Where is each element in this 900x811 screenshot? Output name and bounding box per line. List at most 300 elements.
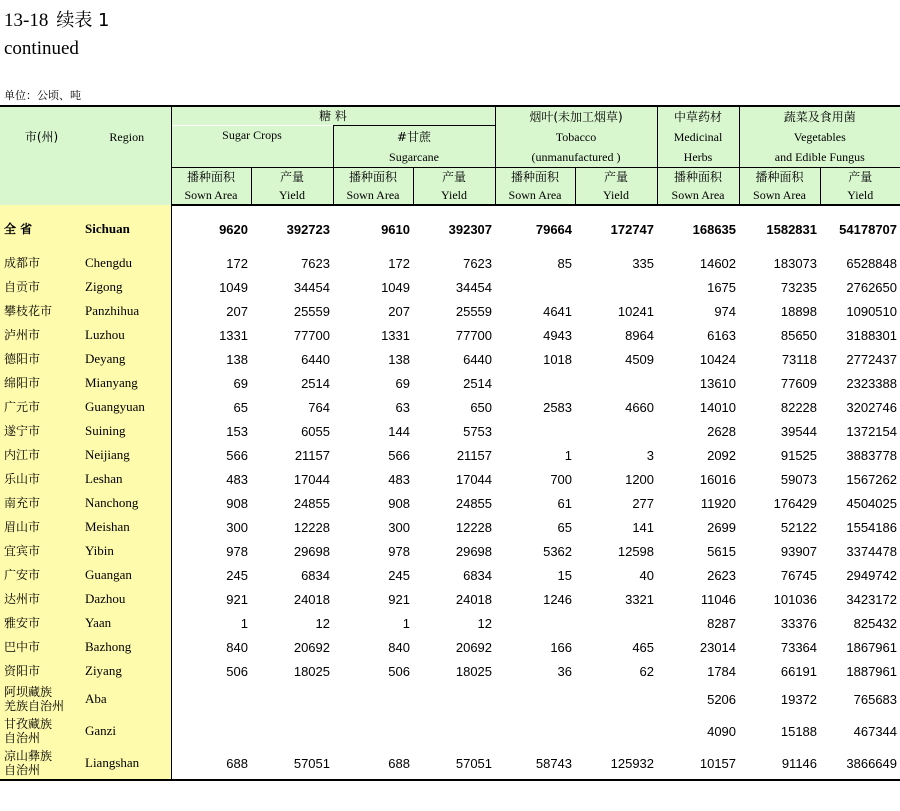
value-cell: 4504025 [846,495,898,511]
value-cell: 566 [388,447,410,463]
table-row [0,299,900,323]
header-veg-group [739,106,900,168]
value-cell [575,611,657,635]
header-cane-sown-cn: 播种面积 [348,170,397,184]
value-cell: 76745 [780,567,818,583]
value-cell: 69 [233,375,248,391]
header-sugar-yield-en: Yield [279,188,305,202]
value-cell [575,275,657,299]
value-cell: 2323388 [846,375,898,391]
value-cell: 6055 [301,423,330,439]
region-name-en: Mianyang [83,371,171,395]
value-cell: 65 [557,519,573,535]
region-name-cn: 攀枝花市 [0,299,83,323]
header-tobacco-cn: 烟叶(未加工烟草) [529,110,623,124]
value-cell: 974 [714,303,737,319]
value-cell: 10241 [617,303,655,319]
value-cell: 69 [395,375,410,391]
header-herbs-en: Medicinal [673,130,723,144]
value-cell: 12228 [293,519,330,535]
value-cell: 9620 [219,221,248,237]
table-row [0,659,900,683]
value-cell: 172747 [610,221,655,237]
value-cell: 2623 [707,567,737,583]
value-cell: 14010 [699,399,737,415]
value-cell: 82228 [780,399,818,415]
value-cell: 183073 [773,255,818,271]
value-cell: 13610 [699,375,737,391]
value-cell [575,371,657,395]
value-cell: 465 [632,639,655,655]
header-cane-cn: #甘蔗 [333,126,495,148]
region-name-cn [0,683,83,715]
value-cell: 12 [315,615,330,631]
value-cell: 1 [564,447,573,463]
value-cell [495,419,575,443]
header-veg-sown-cn: 播种面积 [755,170,804,184]
region-name-cn: 成都市 [0,251,83,275]
region-name-en: Sichuan [83,217,171,251]
value-cell: 63 [395,399,410,415]
table-row [0,587,900,611]
table-row [0,715,900,747]
value-cell: 5206 [707,691,737,707]
value-cell: 764 [308,399,330,415]
value-cell: 2772437 [846,351,898,367]
region-name-en: Liangshan [83,747,171,780]
value-cell: 125932 [575,747,657,780]
value-cell [495,371,575,395]
table-row [0,747,900,780]
value-cell: 2949742 [846,567,898,583]
value-cell: 34454 [455,279,493,295]
table-header [0,106,900,205]
value-cell: 93907 [780,543,818,559]
value-cell: 73364 [780,639,818,655]
value-cell: 18025 [293,663,330,679]
region-name-cn: 全 省 [0,217,83,251]
value-cell: 4660 [625,399,655,415]
value-cell: 10424 [699,351,737,367]
value-cell: 17044 [455,471,493,487]
value-cell: 21157 [294,447,330,463]
value-cell: 61 [557,495,573,511]
value-cell: 1867961 [846,639,898,655]
value-cell: 25559 [293,303,330,319]
value-cell: 2762650 [846,279,898,295]
value-cell: 8287 [707,615,737,631]
region-name-cn-line1: 凉山彝族 [4,749,53,763]
value-cell: 34454 [293,279,330,295]
value-cell: 144 [388,423,410,439]
value-cell: 16016 [699,471,737,487]
header-herbs-en2: Herbs [683,150,713,164]
value-cell: 73118 [781,351,818,367]
value-cell: 20692 [293,639,330,655]
header-veg-sown-en: Sown Area [753,188,807,202]
value-cell: 24018 [293,591,330,607]
value-cell: 54178707 [839,221,898,237]
value-cell: 1049 [219,279,248,295]
value-cell: 5753 [463,423,493,439]
region-name-en: Deyang [83,347,171,371]
value-cell: 23014 [699,639,737,655]
value-cell: 33376 [780,615,818,631]
region-name-cn-line1: 阿坝藏族 [4,685,53,699]
value-cell: 1331 [219,327,248,343]
table-row [0,515,900,539]
value-cell: 1372154 [846,423,898,439]
value-cell: 840 [226,639,248,655]
value-cell: 166 [550,639,573,655]
region-name-cn: 资阳市 [0,659,83,683]
value-cell: 4090 [707,723,737,739]
value-cell [251,715,333,747]
value-cell: 77609 [780,375,818,391]
value-cell: 6834 [463,567,493,583]
header-tobacco-en2: (unmanufactured ) [531,150,621,164]
value-cell: 1887961 [846,663,898,679]
value-cell: 1246 [543,591,573,607]
value-cell: 2092 [707,447,737,463]
header-herbs-group [657,106,739,168]
value-cell: 7623 [301,255,330,271]
value-cell: 765683 [853,691,898,707]
table-row [0,275,900,299]
header-herbs-sown-cn: 播种面积 [674,170,723,184]
region-name-cn: 自贡市 [0,275,83,299]
region-name-cn-line2: 羌族自治州 [4,699,65,713]
value-cell: 1784 [707,663,737,679]
table-row [0,611,900,635]
value-cell: 11920 [700,495,737,511]
value-cell: 15 [557,567,573,583]
value-cell: 300 [388,519,410,535]
region-name-en: Nanchong [83,491,171,515]
region-name-cn-line2: 自治州 [4,731,41,745]
region-name-en: Panzhihua [83,299,171,323]
table-row [0,347,900,371]
region-name-cn: 雅安市 [0,611,83,635]
table-row [0,539,900,563]
value-cell: 57051 [251,747,333,780]
value-cell: 483 [226,471,248,487]
value-cell: 3883778 [846,447,898,463]
value-cell: 91146 [739,747,820,780]
value-cell: 18898 [780,303,818,319]
region-name-en: Zigong [83,275,171,299]
value-cell [413,715,495,747]
region-name-en: Yibin [83,539,171,563]
value-cell: 840 [388,639,410,655]
unit-label: 单位：公顷、吨 [4,89,81,102]
header-veg-en: Vegetables [793,130,846,144]
value-cell: 12598 [617,543,655,559]
header-veg-en2: and Edible Fungus [774,150,865,164]
table-row [0,563,900,587]
value-cell: 101036 [773,591,818,607]
value-cell: 1 [402,615,410,631]
value-cell: 3188301 [846,327,898,343]
value-cell: 14602 [699,255,737,271]
value-cell: 207 [388,303,410,319]
value-cell: 1567262 [846,471,898,487]
value-cell: 6440 [463,351,493,367]
value-cell [171,715,251,747]
header-sugar-en: Sugar Crops [171,126,333,168]
value-cell: 1554186 [846,519,898,535]
value-cell: 921 [388,591,410,607]
value-cell: 2514 [301,375,330,391]
value-cell: 1090510 [846,303,898,319]
value-cell: 85 [557,255,573,271]
value-cell: 138 [226,351,248,367]
region-name-cn: 遂宁市 [0,419,83,443]
value-cell: 908 [388,495,410,511]
value-cell: 978 [226,543,248,559]
region-name-cn: 达州市 [0,587,83,611]
value-cell: 4943 [543,327,573,343]
value-cell: 17044 [293,471,330,487]
value-cell: 908 [226,495,248,511]
value-cell: 39544 [780,423,818,439]
header-tobacco-en: Tobacco [555,130,597,144]
value-cell: 467344 [853,723,898,739]
value-cell: 2628 [707,423,737,439]
header-veg-yield-en: Yield [847,188,874,202]
value-cell: 141 [632,519,655,535]
table-row [0,395,900,419]
page-title [4,6,110,32]
value-cell: 2583 [543,399,573,415]
value-cell: 921 [226,591,248,607]
table-row [0,683,900,715]
value-cell: 3 [646,447,655,463]
title-number: 13-18 [4,10,49,31]
value-cell: 79664 [535,221,573,237]
header-sugar-sown-en: Sown Area [184,188,238,202]
region-name-en: Suining [83,419,171,443]
value-cell: 40 [639,567,655,583]
value-cell: 1049 [381,279,410,295]
value-cell: 700 [550,471,573,487]
region-name-en: Neijiang [83,443,171,467]
value-cell: 7623 [463,255,493,271]
table-row [0,419,900,443]
region-name-cn: 德阳市 [0,347,83,371]
value-cell: 300 [226,519,248,535]
value-cell: 85650 [780,327,818,343]
region-name-en: Ziyang [83,659,171,683]
value-cell: 6440 [301,351,330,367]
value-cell: 506 [226,663,248,679]
region-name-cn: 眉山市 [0,515,83,539]
value-cell: 6528848 [846,255,898,271]
value-cell: 825432 [853,615,898,631]
header-sugar-yield-cn: 产量 [279,170,304,184]
value-cell: 1582831 [766,221,818,237]
region-name-en: Ganzi [83,715,171,747]
region-name-en: Luzhou [83,323,171,347]
table-body [0,205,900,780]
value-cell: 24855 [293,495,330,511]
header-sugar-cn: 糖 料 [319,109,347,123]
value-cell [495,275,575,299]
header-veg-cn: 蔬菜及食用菌 [783,110,856,124]
value-cell: 3423172 [846,591,898,607]
value-cell: 59073 [780,471,818,487]
region-name-en: Bazhong [83,635,171,659]
value-cell: 24018 [455,591,493,607]
region-name-en: Aba [83,683,171,715]
value-cell [495,715,575,747]
title-chinese: 续表 1 [56,10,110,31]
value-cell: 138 [388,351,410,367]
value-cell: 392307 [448,221,493,237]
header-veg-yield-cn: 产量 [848,170,873,184]
value-cell: 176429 [773,495,818,511]
value-cell: 335 [632,255,655,271]
value-cell: 29698 [455,543,493,559]
table-row [0,323,900,347]
value-cell: 18025 [455,663,493,679]
value-cell: 245 [226,567,248,583]
region-name-cn: 绵阳市 [0,371,83,395]
region-name-cn: 泸州市 [0,323,83,347]
value-cell: 20692 [455,639,493,655]
value-cell [575,715,657,747]
value-cell: 483 [388,471,410,487]
value-cell: 9610 [381,221,410,237]
header-sugar-group [171,106,495,126]
value-cell: 21157 [456,447,493,463]
header-region-cn: 市(州) [0,106,83,168]
value-cell: 3321 [625,591,655,607]
header-herbs-cn: 中草药材 [674,110,723,124]
header-tobacco-yield-en: Yield [603,188,630,202]
value-cell: 392723 [286,221,330,237]
value-cell [413,683,495,715]
value-cell: 2699 [707,519,737,535]
value-cell: 12 [477,615,493,631]
value-cell: 168635 [692,221,737,237]
region-name-en: Meishan [83,515,171,539]
value-cell: 1331 [381,327,410,343]
value-cell: 11046 [700,591,737,607]
value-cell: 62 [639,663,655,679]
value-cell: 153 [226,423,248,439]
table-row [0,443,900,467]
header-herbs-sown-en: Sown Area [671,188,725,202]
value-cell: 66191 [780,663,818,679]
value-cell: 4509 [625,351,655,367]
value-cell: 8964 [625,327,655,343]
value-cell [575,419,657,443]
value-cell: 1 [240,615,248,631]
value-cell: 5362 [543,543,573,559]
value-cell: 245 [388,567,410,583]
spacer-row [0,205,900,217]
region-name-cn: 广安市 [0,563,83,587]
header-cane-yield-en: Yield [441,188,467,202]
value-cell [333,683,413,715]
header-cane-yield-cn: 产量 [442,170,467,184]
value-cell: 25559 [455,303,493,319]
region-name-cn: 南充市 [0,491,83,515]
header-region-en: Region [83,106,171,168]
value-cell: 77700 [455,327,493,343]
value-cell: 3374478 [846,543,898,559]
value-cell [333,715,413,747]
value-cell: 3202746 [846,399,898,415]
value-cell: 6163 [707,327,737,343]
value-cell: 277 [632,495,655,511]
value-cell [575,683,657,715]
value-cell: 5615 [707,543,737,559]
region-name-cn [0,747,83,780]
value-cell: 566 [226,447,248,463]
table-row [0,491,900,515]
value-cell: 506 [388,663,410,679]
value-cell: 688 [333,747,413,780]
header-cane-sown-en: Sown Area [346,188,400,202]
value-cell: 29698 [293,543,330,559]
header-cane-en: Sugarcane [333,147,495,168]
header-sugar-sown-cn: 播种面积 [186,170,235,184]
region-name-cn-line2: 自治州 [4,763,41,777]
table-row [0,371,900,395]
value-cell: 73235 [780,279,818,295]
value-cell: 1675 [707,279,737,295]
table-row [0,467,900,491]
value-cell: 19372 [780,691,818,707]
value-cell: 2514 [463,375,493,391]
value-cell: 650 [470,399,493,415]
value-cell: 3866649 [820,747,900,780]
value-cell: 10157 [657,747,739,780]
value-cell: 77700 [293,327,330,343]
region-name-en: Guangyuan [83,395,171,419]
region-name-en: Guangan [83,563,171,587]
region-name-en: Chengdu [83,251,171,275]
value-cell [251,683,333,715]
region-name-cn: 内江市 [0,443,83,467]
header-tobacco-sown-cn: 播种面积 [511,170,560,184]
value-cell: 207 [226,303,248,319]
table-row [0,251,900,275]
value-cell: 1200 [625,471,655,487]
value-cell: 36 [557,663,573,679]
region-name-cn: 宜宾市 [0,539,83,563]
region-name-cn [0,715,83,747]
value-cell: 91525 [780,447,818,463]
region-name-cn: 乐山市 [0,467,83,491]
value-cell: 12228 [455,519,493,535]
value-cell: 4641 [543,303,573,319]
region-name-en: Dazhou [83,587,171,611]
region-name-en: Yaan [83,611,171,635]
value-cell: 65 [233,399,248,415]
value-cell: 57051 [413,747,495,780]
header-tobacco-sown-en: Sown Area [508,188,562,202]
value-cell: 688 [171,747,251,780]
header-tobacco-yield-cn: 产量 [604,170,629,184]
table-row [0,217,900,251]
statistics-table [0,105,900,781]
table-row [0,635,900,659]
value-cell: 6834 [301,567,330,583]
page-subtitle: continued [4,38,79,59]
